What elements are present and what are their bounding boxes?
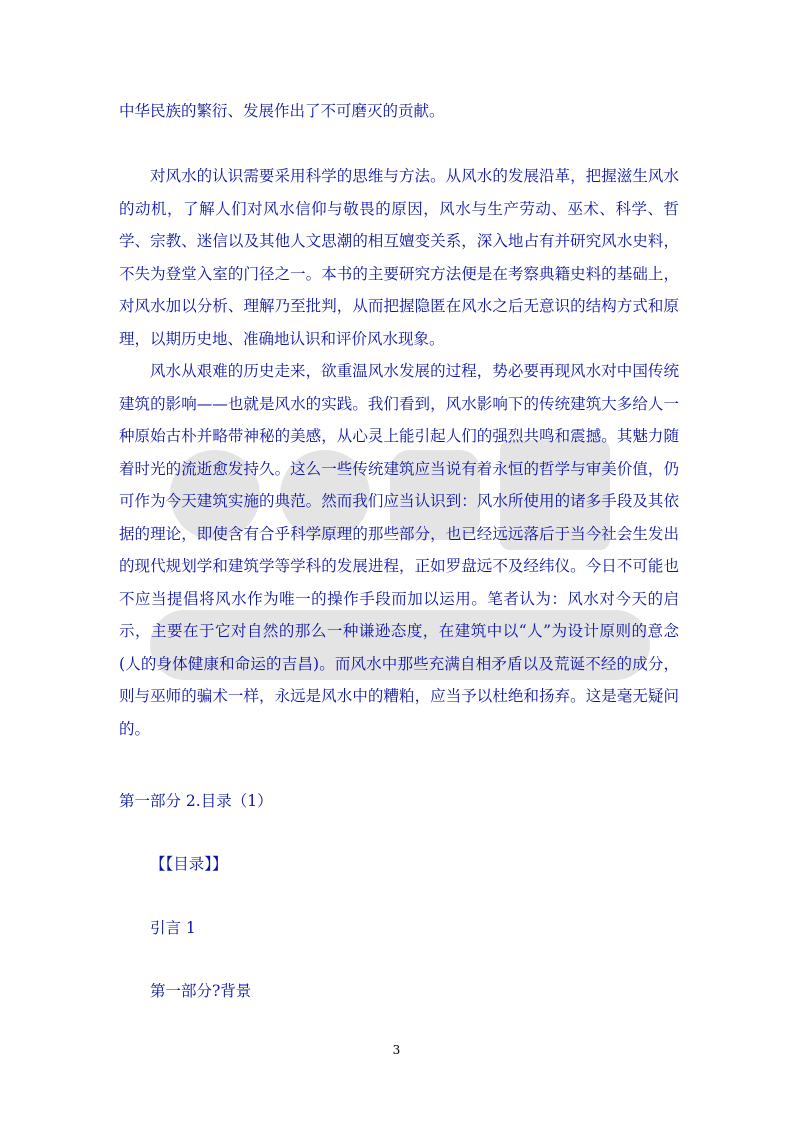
toc-item: 引言 1: [150, 919, 196, 937]
toc-title: 【【目录】】: [150, 855, 228, 873]
section-heading: 第一部分 2.目录（1）: [119, 792, 273, 810]
toc-item: 第一部分?背景: [150, 982, 252, 1000]
paragraph-continuation: 中华民族的繁衍、发展作出了不可磨灭的贡献。: [119, 102, 445, 120]
page-number: 3: [392, 1043, 401, 1057]
paragraph-fengshui-practice: 风水从艰难的历史走来，欲重温风水发展的过程，势必要再现风水对中国传统建筑的影响——也就是风水的实践。我们看到，风水影响下的传统建筑大多给人一种原始古朴并略带神秘的美感，从心灵上能引起人们的强烈共鸣和震撼。其魅力随着时光的流逝愈发持久。这么一些传统建筑应当说有着永恒的哲学与审美价值，仍可作为今天建筑实施的典范。然而我们应当认识到：风水所使用的诸多手段及其依据的理论，即使含有合乎科学原理的那些部分，也已经远远落后于当今社会生发出的现代规划学和建筑学等学科的发展进程，正如罗盘远不及经纬仪。今日不可能也不应当提倡将风水作为唯一的操作手段而加以运用。笔者认为：风水对今天的启示，主要在于它对自然的那么一种谦逊态度，在建筑中以“人”为设计原则的意念(人的身体健康和命运的吉昌)。而风水中那些充满自相矛盾以及荒诞不经的成分，则与巫师的骗术一样，永远是风水中的糟粕，应当予以杜绝和扬弃。这是毫无疑问的。: [119, 362, 679, 738]
paragraph-research-method: 对风水的认识需要采用科学的思维与方法。从风水的发展沿革，把握滋生风水的动机，了解人们对风水信仰与敬畏的原因，风水与生产劳动、巫术、科学、哲学、宗教、迷信以及其他人文思潮的相互嬗变关系，深入地占有并研究风水史料，不失为登堂入室的门径之一。本书的主要研究方法便是在考察典籍史料的基础上，对风水加以分析、理解乃至批判，从而把握隐匿在风水之后无意识的结构方式和原理，以期历史地、准确地认识和评价风水现象。: [119, 167, 679, 348]
